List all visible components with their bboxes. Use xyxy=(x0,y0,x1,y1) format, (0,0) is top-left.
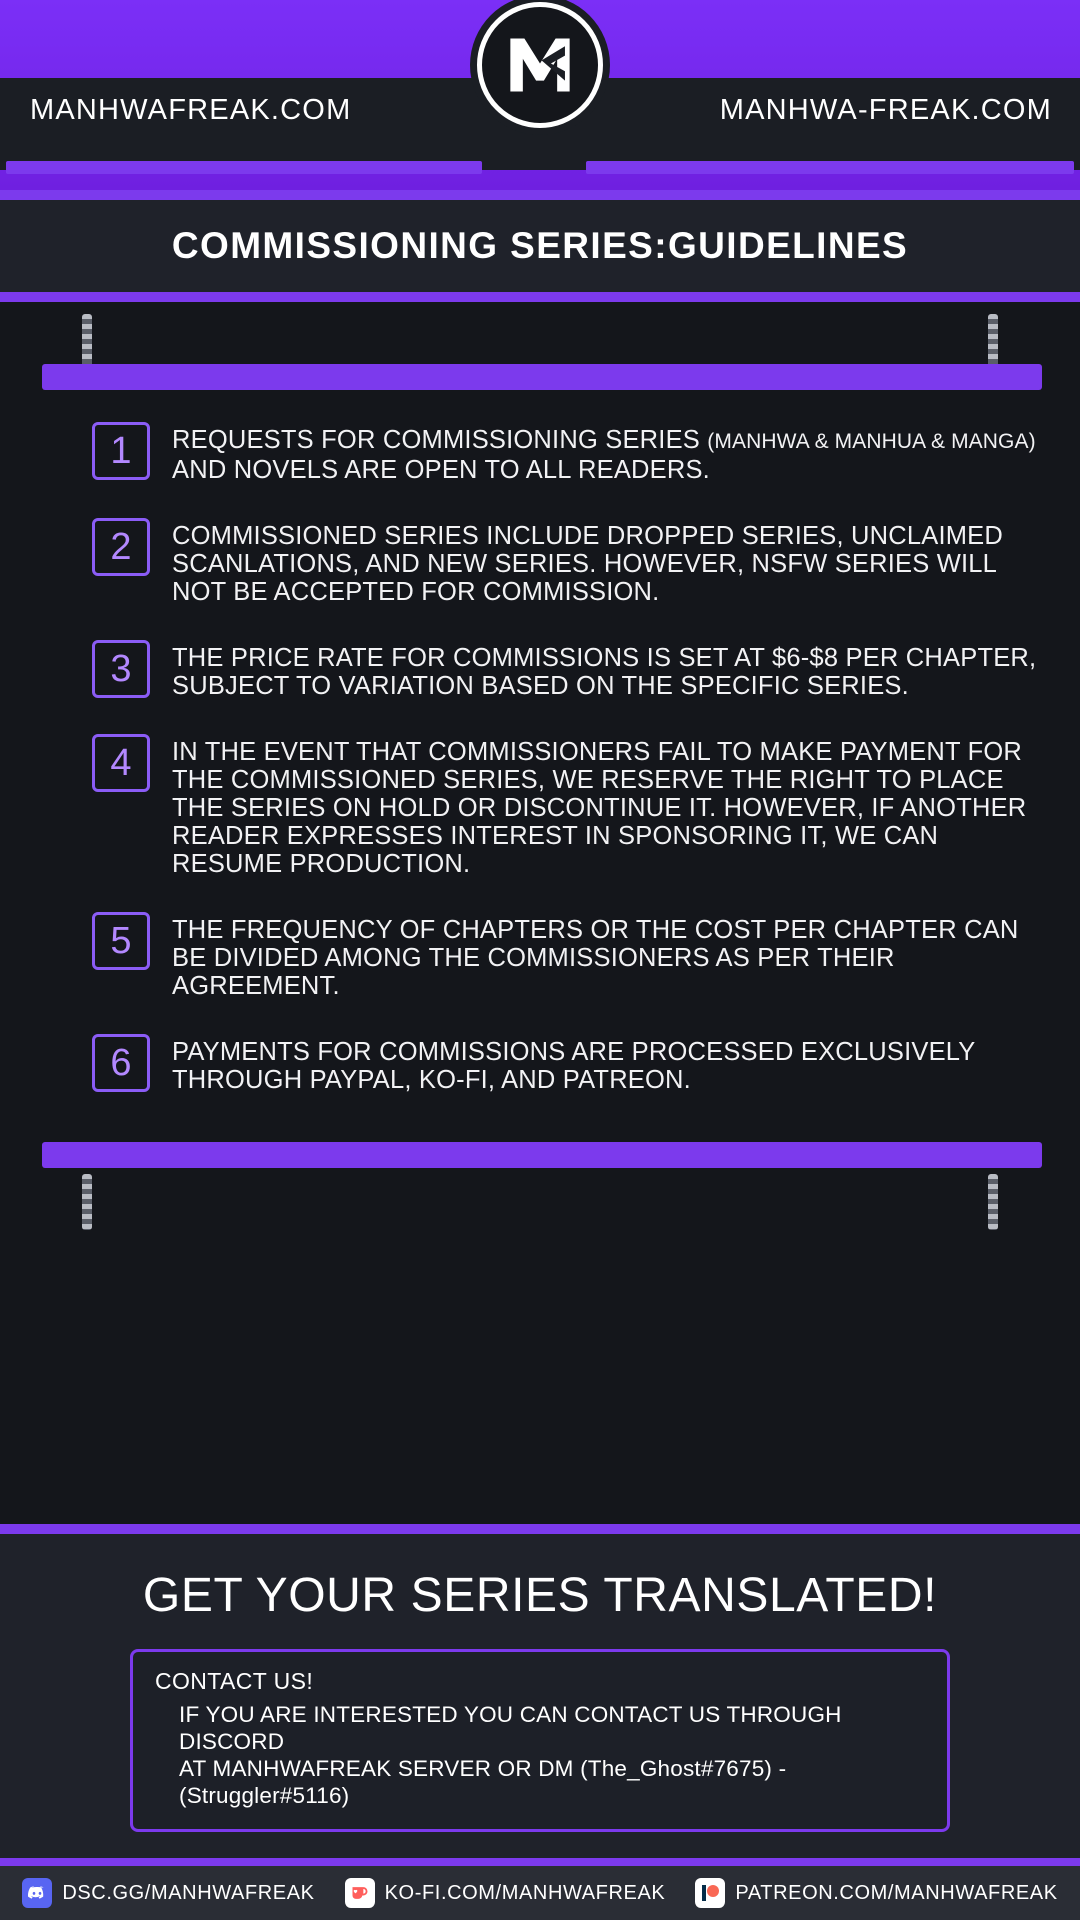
site-domain-left: MANHWAFREAK.COM xyxy=(30,94,352,126)
guidelines-body xyxy=(0,302,1080,1524)
cta-section xyxy=(0,1534,1080,1858)
contact-line-1: IF YOU ARE INTERESTED YOU CAN CONTACT US THROUGH DISCORD xyxy=(179,1702,842,1754)
list-item xyxy=(92,912,1044,1000)
rule-text: COMMISSIONED SERIES INCLUDE DROPPED SERIES, UNCLAIMED SCANLATIONS, AND NEW SERIES. HOWEVER, NSFW SERIES WILL NOT BE ACCEPTED FOR COMMISSION. xyxy=(172,522,1003,606)
divider-above-cta xyxy=(0,1524,1080,1534)
rule-number: 5 xyxy=(92,912,150,970)
list-item xyxy=(92,734,1044,878)
hanging-bar-bottom-plate xyxy=(42,1142,1042,1168)
rule-text: IN THE EVENT THAT COMMISSIONERS FAIL TO MAKE PAYMENT FOR THE COMMISSIONED SERIES, WE RESERVE THE RIGHT TO PLACE THE SERIES ON HOLD OR DISCONTINUE IT. HOWEVER, IF ANOTHER READER EXPRESSES INTEREST IN SPONSORING IT, WE CAN RESUME PRODUCTION. xyxy=(172,738,1027,878)
divider-top xyxy=(0,190,1080,200)
hanging-bar-top xyxy=(0,302,1080,398)
social-bar xyxy=(0,1858,1080,1920)
page-title-main: COMMISSIONING SERIES xyxy=(171,225,655,266)
page-title-separator: : xyxy=(654,225,668,266)
social-link-patreon[interactable] xyxy=(695,1878,1057,1908)
contact-title: CONTACT US! xyxy=(155,1668,314,1694)
social-label: PATREON.COM/MANHWAFREAK xyxy=(735,1881,1058,1904)
page-title-suffix: GUIDELINES xyxy=(667,225,909,266)
chain-icon-right xyxy=(988,1174,998,1230)
rule-number: 4 xyxy=(92,734,150,792)
social-link-discord[interactable] xyxy=(22,1878,314,1908)
patreon-icon xyxy=(695,1878,725,1908)
chain-icon-left xyxy=(82,1174,92,1230)
divider-under-title xyxy=(0,292,1080,302)
rule-number: 1 xyxy=(92,422,150,480)
list-item xyxy=(92,422,1044,484)
rule-text xyxy=(172,422,1044,484)
rule-text-parenthetical: (MANHWA & MANHUA & MANGA) xyxy=(707,430,1036,453)
contact-line-2: AT MANHWAFREAK SERVER OR DM (The_Ghost#7675) - (Struggler#5116) xyxy=(179,1756,787,1808)
contact-box xyxy=(130,1649,950,1832)
rule-text-before: REQUESTS FOR COMMISSIONING SERIES xyxy=(172,426,708,454)
list-item xyxy=(92,518,1044,606)
rules-list xyxy=(0,398,1080,1094)
social-link-kofi[interactable] xyxy=(345,1878,666,1908)
hanging-bar-top-plate xyxy=(42,364,1042,390)
manhwafreak-m-logo-icon xyxy=(477,2,603,128)
rule-text: THE PRICE RATE FOR COMMISSIONS IS SET AT $6-$8 PER CHAPTER, SUBJECT TO VARIATION BASED ON THE SPECIFIC SERIES. xyxy=(172,644,1037,700)
rule-number: 2 xyxy=(92,518,150,576)
social-label: DSC.GG/MANHWAFREAK xyxy=(62,1881,315,1904)
list-item xyxy=(92,1034,1044,1094)
cta-heading: GET YOUR SERIES TRANSLATED! xyxy=(142,1569,938,1622)
header-accent-bar-left xyxy=(6,161,482,174)
chain-icon-left xyxy=(82,314,92,370)
rule-text: THE FREQUENCY OF CHAPTERS OR THE COST PER CHAPTER CAN BE DIVIDED AMONG THE COMMISSIONERS AS PER THEIR AGREEMENT. xyxy=(172,916,1019,1000)
list-item xyxy=(92,640,1044,700)
rule-text-after: AND NOVELS ARE OPEN TO ALL READERS. xyxy=(172,456,710,484)
rule-number: 3 xyxy=(92,640,150,698)
hanging-bar-bottom xyxy=(0,1128,1080,1224)
site-header xyxy=(0,0,1080,190)
kofi-icon xyxy=(345,1878,375,1908)
header-accent-bar-right xyxy=(586,161,1074,174)
site-domain-right: MANHWA-FREAK.COM xyxy=(719,94,1052,126)
page-title xyxy=(172,225,908,267)
social-label: KO-FI.COM/MANHWAFREAK xyxy=(384,1881,666,1904)
chain-icon-right xyxy=(988,314,998,370)
page-title-band xyxy=(0,200,1080,292)
rule-number: 6 xyxy=(92,1034,150,1092)
discord-icon xyxy=(22,1878,52,1908)
rule-text: PAYMENTS FOR COMMISSIONS ARE PROCESSED EXCLUSIVELY THROUGH PAYPAL, KO-FI, AND PATREON. xyxy=(172,1038,976,1094)
